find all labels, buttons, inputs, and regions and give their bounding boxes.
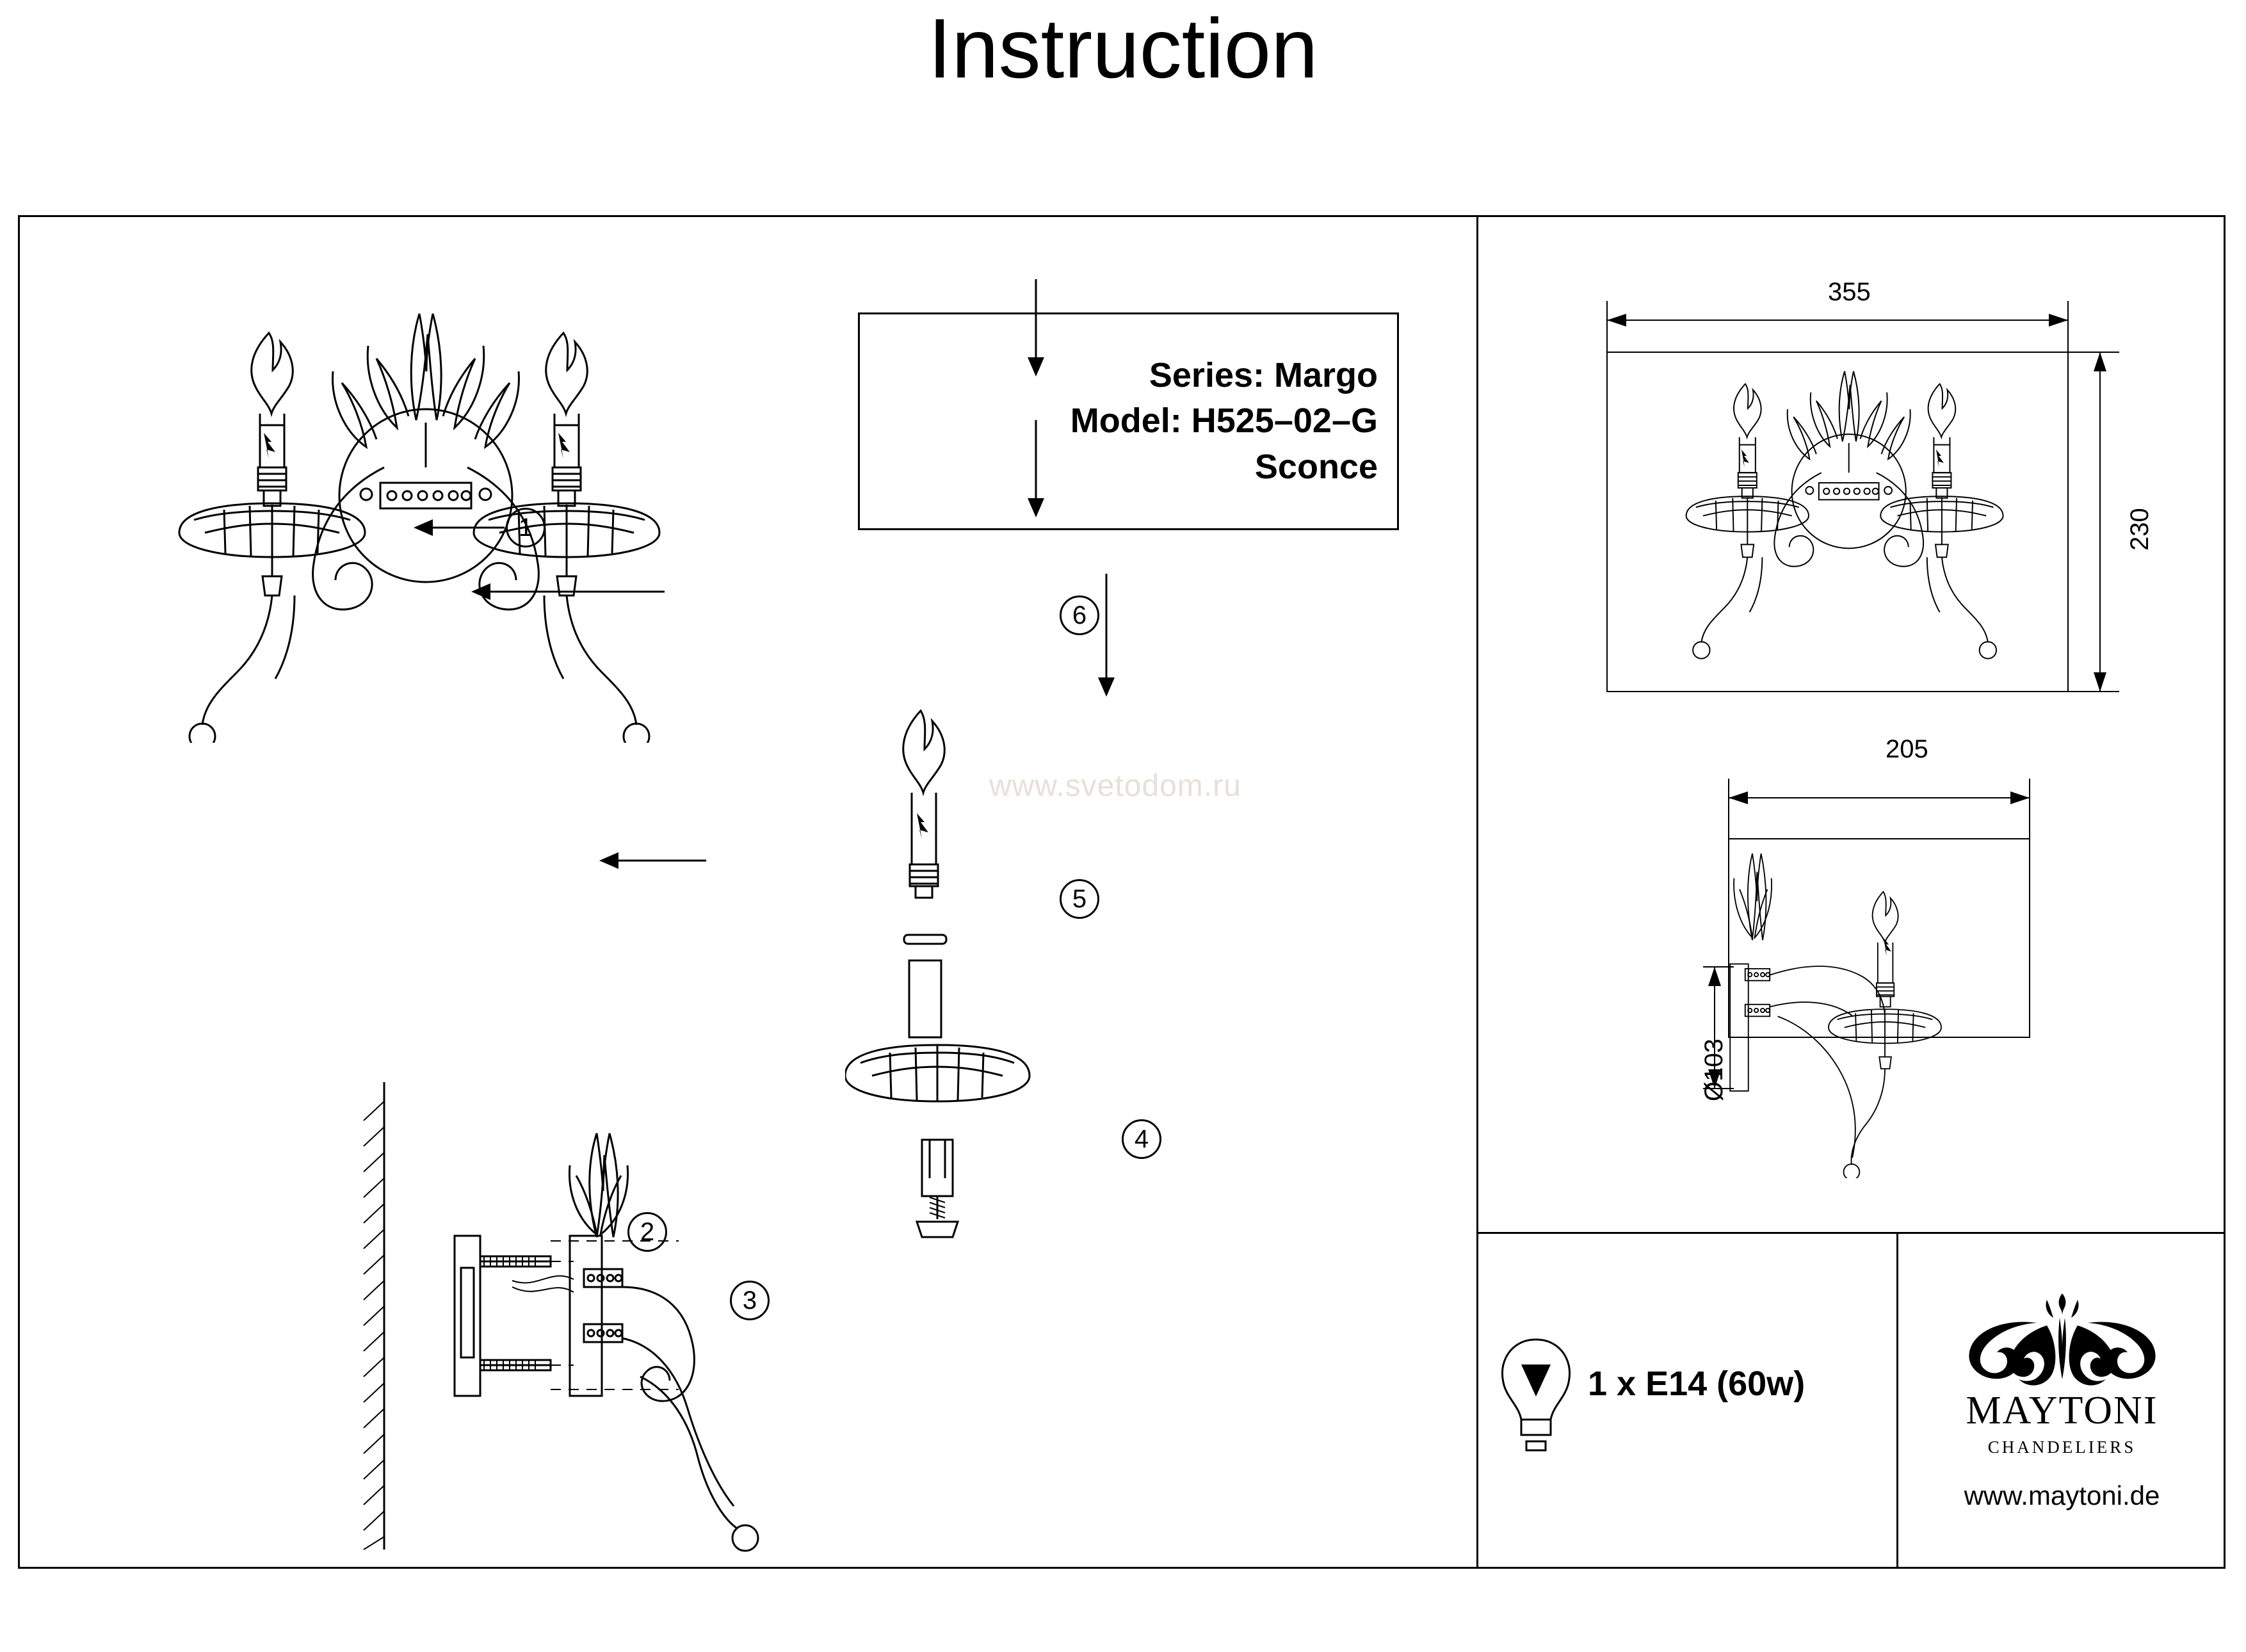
frame-vertical-divider: [1476, 215, 1478, 1569]
front-view-dimensioned-drawing: [1569, 282, 2209, 756]
step-marker-3: 3: [730, 1281, 770, 1320]
brand-logo-box: [1898, 1234, 2226, 1567]
product-type: Sconce: [1254, 447, 1378, 486]
step-marker-6: 6: [1060, 595, 1099, 635]
product-info-box: [858, 312, 1399, 530]
lamp-specification: 1 x E14 (60w): [1588, 1365, 1806, 1403]
exploded-parts-illustration: [845, 692, 1178, 1652]
brand-url[interactable]: www.maytoni.de: [1964, 1480, 2160, 1510]
sconce-front-illustration: [77, 295, 755, 743]
watermark: www.svetodom.ru: [989, 769, 1241, 803]
brand-name: MAYTONI: [1966, 1389, 2158, 1432]
brand-tagline: CHANDELIERS: [1987, 1437, 2137, 1457]
product-series: Series: Margo: [1149, 356, 1378, 395]
step-marker-5: 5: [1060, 879, 1099, 919]
step-marker-2: 2: [627, 1212, 667, 1252]
side-view-dimensioned-drawing: [1569, 756, 2209, 1178]
product-model: Model: H525–02–G: [1070, 401, 1378, 441]
dimension-height-label: 230: [2126, 508, 2154, 551]
step-marker-4: 4: [1122, 1119, 1161, 1159]
dimension-depth-label: 205: [1886, 735, 1928, 763]
step-marker-1: 1: [506, 508, 545, 547]
dimension-backplate-diameter-label: Ø103: [1700, 1039, 1728, 1101]
page-title: Instruction: [928, 1, 1318, 95]
light-bulb-icon: [1498, 1322, 1594, 1489]
dimension-width-label: 355: [1828, 278, 1871, 306]
maytoni-ornament-logo: [1928, 1290, 2197, 1386]
